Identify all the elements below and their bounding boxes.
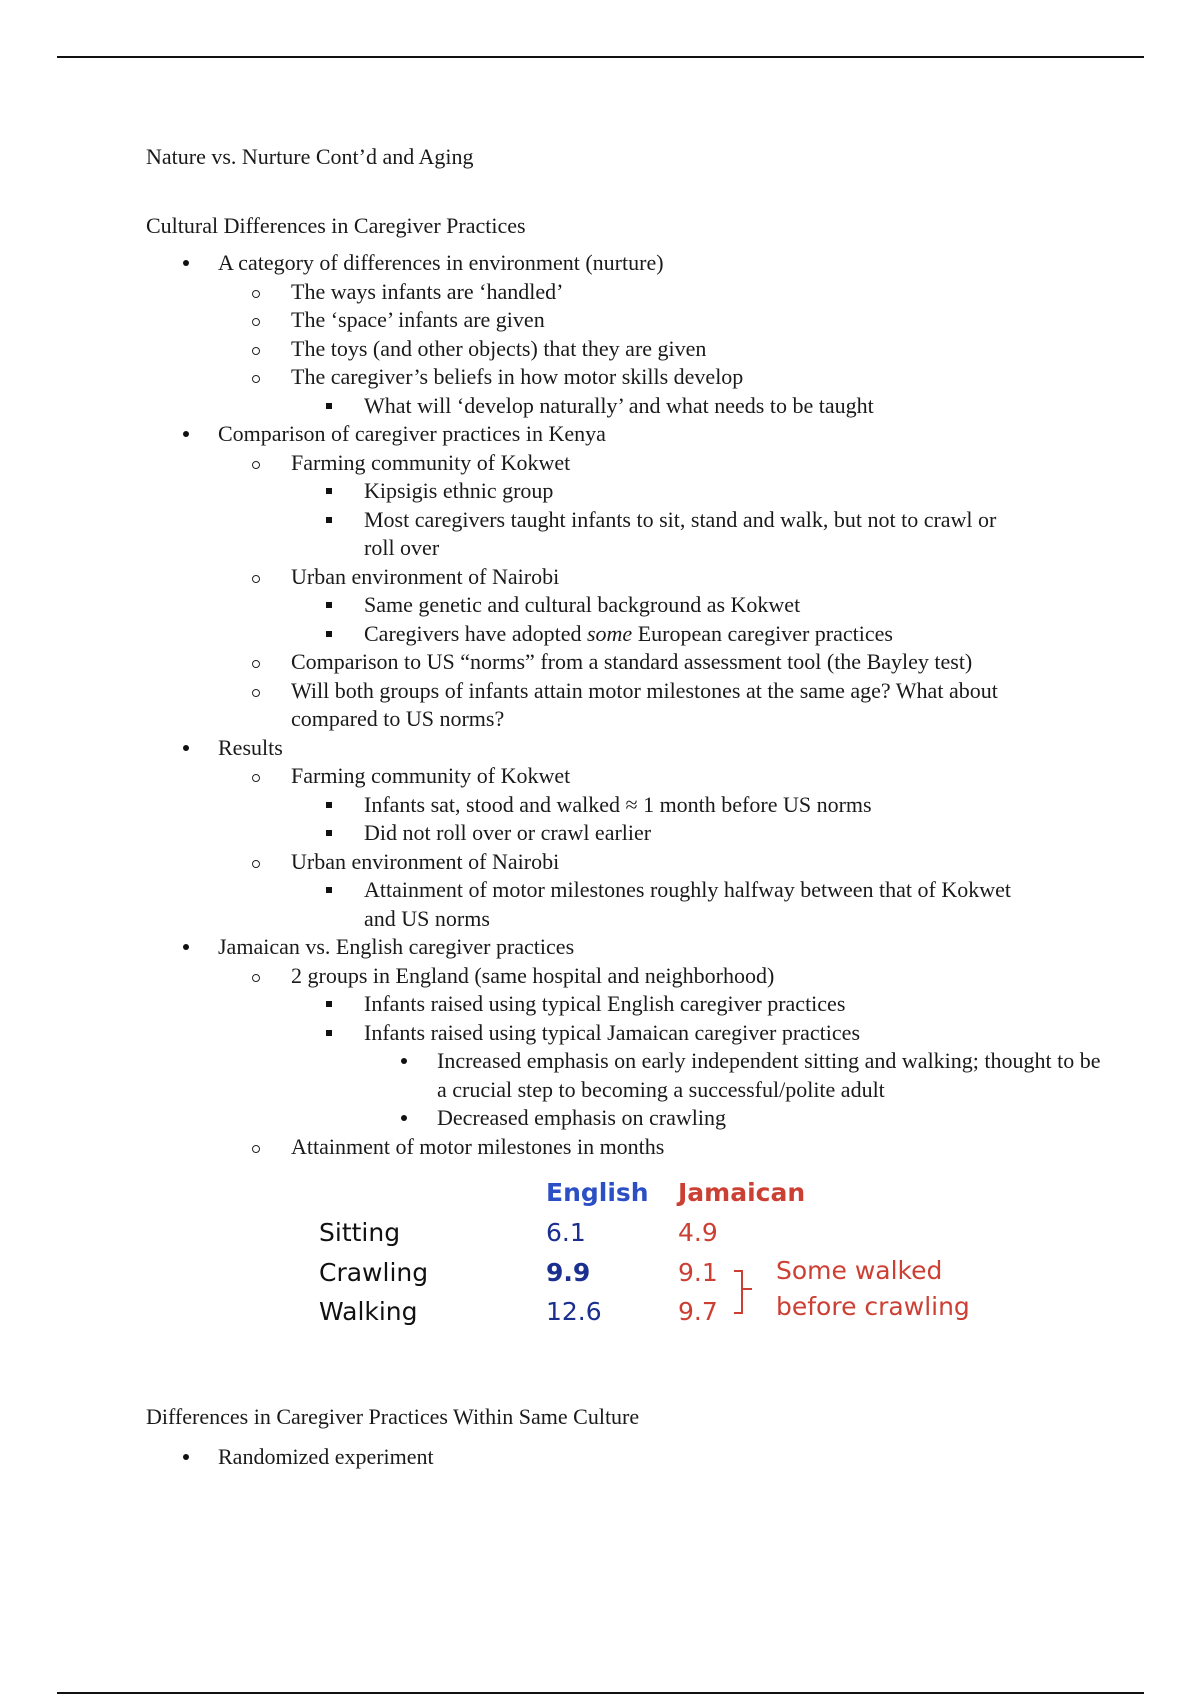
list-item: 2 groups in England (same hospital and neighborhood) Infants raised using typical English caregiver practices Infants raised using typical Jamaican caregiver practices Increased emphasis on early independent sitting and walking; thought to be a crucial step to becoming a successful/polite adult Decreased emphasis on crawling [218, 962, 1146, 1133]
annotation-line-1: Some walked [776, 1256, 943, 1285]
list-item: Results Farming community of Kokwet Infants sat, stood and walked ≈ 1 month before US norms Did not roll over or crawl earlier Urban environment of Nairobi Attainment of motor milestones roughly halfway between that of Kokwet and US norms [146, 734, 1146, 934]
row-label-crawling: Crawling [319, 1258, 429, 1287]
list-item: The ‘space’ infants are given [218, 306, 1146, 335]
row-label-walking: Walking [319, 1297, 418, 1326]
list-item: Infants raised using typical Jamaican caregiver practices Increased emphasis on early independent sitting and walking; thought to be a crucial step to becoming a successful/polite adult Decreased emphasis on crawling [291, 1019, 1146, 1133]
list-item: Urban environment of Nairobi Same genetic and cultural background as Kokwet Caregivers have adopted some European caregiver practices [218, 563, 1146, 649]
list-item: A category of differences in environment (nurture) The ways infants are ‘handled’ The ‘space’ infants are given The toys (and other objects) that they are given The caregiver’s beliefs in how motor skills develop What will ‘develop naturally’ and what needs to be taught [146, 249, 1146, 420]
list-item: Farming community of Kokwet Kipsigis ethnic group Most caregivers taught infants to sit, stand and walk, but not to crawl or roll over [218, 449, 1146, 563]
list-item: Attainment of motor milestones roughly halfway between that of Kokwet and US norms [291, 876, 1146, 933]
list-item: The ways infants are ‘handled’ [218, 278, 1146, 307]
list-item: Increased emphasis on early independent sitting and walking; thought to be a crucial step to becoming a successful/polite adult [364, 1047, 1146, 1104]
list-item: Will both groups of infants attain motor milestones at the same age? What about compared to US norms? [218, 677, 1146, 734]
list-item: Same genetic and cultural background as Kokwet [291, 591, 1146, 620]
list-item: Comparison of caregiver practices in Kenya Farming community of Kokwet Kipsigis ethnic group Most caregivers taught infants to sit, stand and walk, but not to crawl or roll over Urban environment of Nairobi Same genetic and cultural background as Kokwet Caregivers have adopted some European caregiver practices Comparison to US “norms” from a standard assessment tool (the Bayley test) Will both groups of infants attain motor milestones at the same age? What about compared to US norms? [146, 420, 1146, 734]
top-rule [57, 56, 1144, 58]
column-header-jamaican: Jamaican [678, 1178, 806, 1207]
annotation-line-2: before crawling [776, 1292, 970, 1321]
document-body [146, 143, 1146, 1471]
jamaican-value-sitting: 4.9 [678, 1218, 718, 1247]
list-item: Attainment of motor milestones in months [218, 1133, 1146, 1162]
list-item: The caregiver’s beliefs in how motor skills develop What will ‘develop naturally’ and what needs to be taught [218, 363, 1146, 420]
bullet-list [146, 249, 1146, 1161]
bottom-rule [57, 1692, 1144, 1694]
jamaican-value-crawling: 9.1 [678, 1258, 718, 1287]
jamaican-value-walking: 9.7 [678, 1297, 718, 1326]
list-item: Kipsigis ethnic group [291, 477, 1146, 506]
list-item: Decreased emphasis on crawling [364, 1104, 1146, 1133]
list-item: Caregivers have adopted some European caregiver practices [291, 620, 1146, 649]
list-item: Infants raised using typical English caregiver practices [291, 990, 1146, 1019]
list-item: Jamaican vs. English caregiver practices 2 groups in England (same hospital and neighborhood) Infants raised using typical English caregiver practices Infants raised using typical Jamaican caregiver practices Increased emphasis on early independent sitting and walking; thought to be a crucial step to becoming a successful/polite adult Decreased emphasis on crawling Attainment of motor milestones in months [146, 933, 1146, 1161]
list-item: Randomized experiment [146, 1443, 1146, 1472]
list-item: Infants sat, stood and walked ≈ 1 month before US norms [291, 791, 1146, 820]
list-item: Comparison to US “norms” from a standard assessment tool (the Bayley test) [218, 648, 1146, 677]
page-title: Nature vs. Nurture Cont’d and Aging [146, 144, 474, 169]
english-value-crawling: 9.9 [546, 1258, 591, 1287]
list-item: Did not roll over or crawl earlier [291, 819, 1146, 848]
brace-icon [732, 1267, 760, 1317]
list-item: Farming community of Kokwet Infants sat, stood and walked ≈ 1 month before US norms Did not roll over or crawl earlier [218, 762, 1146, 848]
list-item: What will ‘develop naturally’ and what needs to be taught [291, 392, 1146, 421]
row-label-sitting: Sitting [319, 1218, 401, 1247]
list-item: Urban environment of Nairobi Attainment of motor milestones roughly halfway between that of Kokwet and US norms [218, 848, 1146, 934]
list-item: Most caregivers taught infants to sit, stand and walk, but not to crawl or roll over [291, 506, 1146, 563]
section-heading-within-culture: Differences in Caregiver Practices Within Same Culture [146, 1404, 640, 1429]
english-value-walking: 12.6 [546, 1297, 602, 1326]
milestones-table [146, 1167, 1146, 1337]
english-value-sitting: 6.1 [546, 1218, 586, 1247]
section-heading-cultural: Cultural Differences in Caregiver Practices [146, 212, 526, 238]
list-item: The toys (and other objects) that they are given [218, 335, 1146, 364]
column-header-english: English [546, 1178, 649, 1207]
